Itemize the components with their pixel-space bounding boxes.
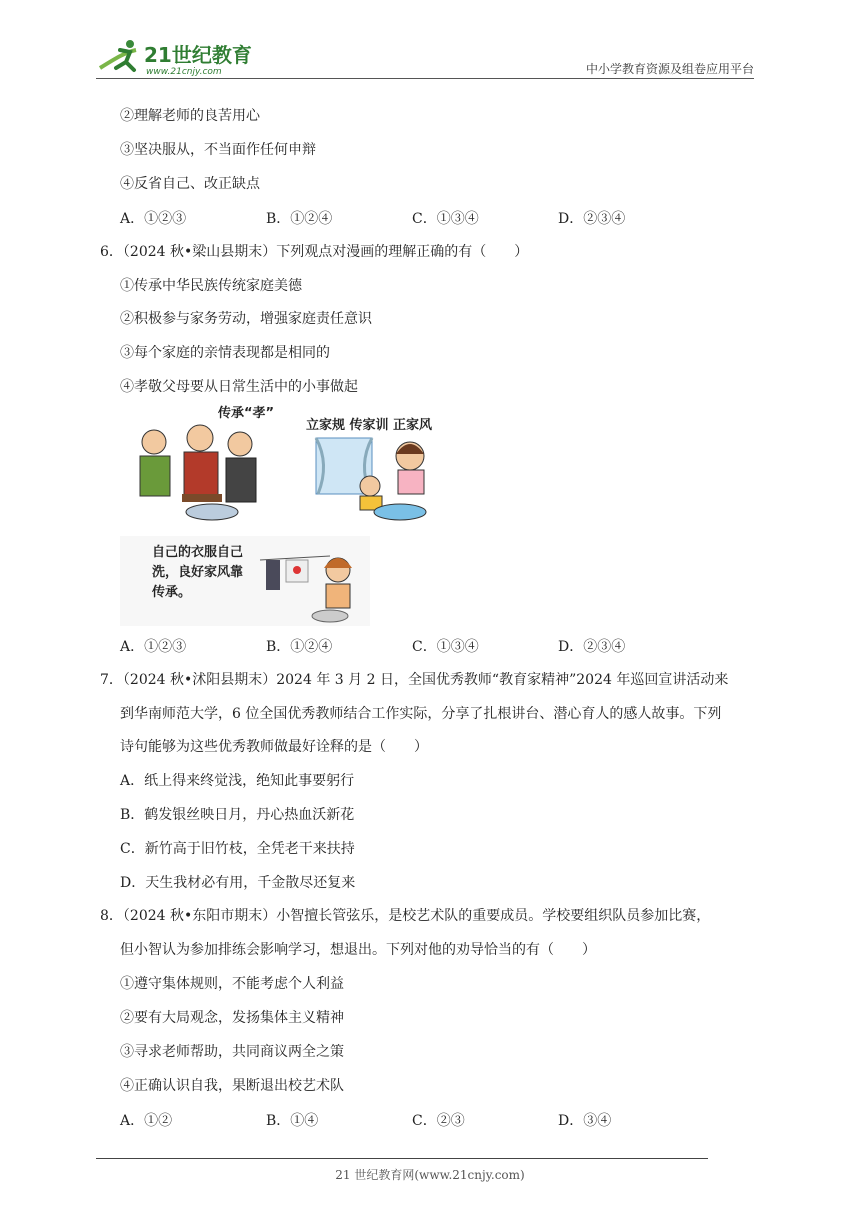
q5-option-d[interactable]: D．②③④	[558, 211, 626, 227]
q7-stem-line-2: 到华南师范大学，6 位全国优秀教师结合工作实际，分享了扎根讲台、潜心育人的感人故事。下列	[120, 706, 722, 722]
q6-item-4: ④孝敬父母要从日常生活中的小事做起	[120, 379, 358, 395]
q8-option-b[interactable]: B．①④	[266, 1113, 319, 1129]
comic-3-caption-line-1: 自己的衣服自己	[152, 545, 244, 560]
footer-divider	[96, 1158, 708, 1159]
q8-option-c[interactable]: C．②③	[412, 1113, 465, 1129]
q6-item-3: ③每个家庭的亲情表现都是相同的	[120, 345, 330, 361]
q8-item-2: ②要有大局观念，发扬集体主义精神	[120, 1010, 344, 1026]
q5-option-a[interactable]: A．①②③	[120, 211, 187, 227]
comic-3-caption-line-3: 传承。	[152, 585, 192, 600]
q6-item-2: ②积极参与家务劳动，增强家庭责任意识	[120, 311, 372, 327]
q6-option-d[interactable]: D．②③④	[558, 639, 626, 655]
q7-stem-line-1: 7．（2024 秋•沭阳县期末）2024 年 3 月 2 日，全国优秀教师“教育家精神”2024 年巡回宣讲活动来	[100, 672, 729, 688]
comic-1-caption: 传承“孝”	[218, 406, 275, 421]
logo-text: 21世纪教育	[144, 43, 252, 67]
q7-option-c[interactable]: C．新竹高于旧竹枝，全凭老干来扶持	[120, 841, 355, 857]
q7-stem-line-3: 诗句能够为这些优秀教师做最好诠释的是（ ）	[120, 739, 428, 755]
q6-option-b[interactable]: B．①②④	[266, 639, 333, 655]
q7-option-b[interactable]: B．鹤发银丝映日月，丹心热血沃新花	[120, 807, 355, 823]
footer-text: 21 世纪教育网(www.21cnjy.com)	[335, 1168, 525, 1182]
q5-item-2: ②理解老师的良苦用心	[120, 108, 260, 124]
site-logo	[96, 38, 266, 78]
q8-item-3: ③寻求老师帮助，共同商议两全之策	[120, 1044, 344, 1060]
q8-option-d[interactable]: D．③④	[558, 1113, 612, 1129]
q8-option-a[interactable]: A．①②	[120, 1113, 173, 1129]
q5-item-3: ③坚决服从，不当面作任何申辩	[120, 142, 316, 158]
comic-2-caption: 立家规 传家训 正家风	[306, 418, 433, 433]
q7-option-d[interactable]: D．天生我材必有用，千金散尽还复来	[120, 875, 356, 891]
q7-option-a[interactable]: A．纸上得来终觉浅，绝知此事要躬行	[120, 773, 355, 789]
q8-item-4: ④正确认识自我，果断退出校艺术队	[120, 1078, 344, 1094]
header-divider	[96, 78, 754, 79]
header-platform-text: 中小学教育资源及组卷应用平台	[585, 62, 754, 76]
q8-item-1: ①遵守集体规则，不能考虑个人利益	[120, 976, 344, 992]
q8-stem-line-2: 但小智认为参加排练会影响学习，想退出。下列对他的劝导恰当的有（ ）	[120, 942, 596, 958]
comic-3-caption-line-2: 洗，良好家风靠	[152, 565, 244, 580]
q6-item-1: ①传承中华民族传统家庭美德	[120, 278, 302, 294]
q6-stem: 6．（2024 秋•梁山县期末）下列观点对漫画的理解正确的有（ ）	[100, 244, 529, 260]
q8-options	[120, 1110, 704, 1130]
q6-option-c[interactable]: C．①③④	[412, 639, 479, 655]
q5-options	[120, 208, 704, 228]
q6-option-a[interactable]: A．①②③	[120, 639, 187, 655]
q5-item-4: ④反省自己、改正缺点	[120, 176, 260, 192]
q8-stem-line-1: 8．（2024 秋•东阳市期末）小智擅长管弦乐，是校艺术队的重要成员。学校要组织队员参加比赛，	[100, 908, 711, 924]
q6-options	[120, 636, 704, 656]
logo-subtext: www.21cnjy.com	[146, 67, 222, 77]
comic-family-rules	[310, 434, 450, 526]
q5-option-b[interactable]: B．①②④	[266, 211, 333, 227]
q5-option-c[interactable]: C．①③④	[412, 211, 479, 227]
